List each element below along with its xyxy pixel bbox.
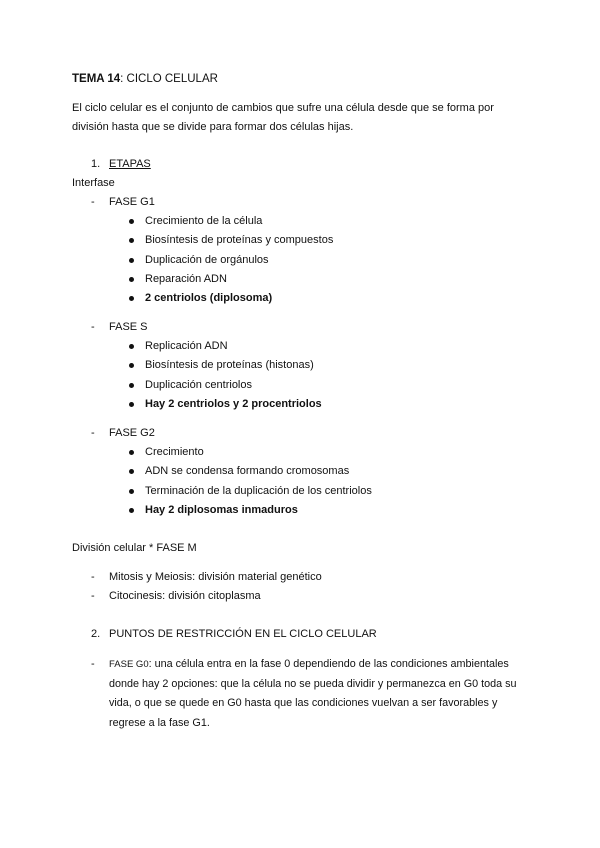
section-number: 2. <box>91 628 101 640</box>
bullet <box>129 450 134 455</box>
list-item: Biosíntesis de proteínas y compuestos <box>145 234 334 246</box>
list-item: ADN se condensa formando cromosomas <box>145 465 350 477</box>
list-item: Biosíntesis de proteínas (histonas) <box>145 359 314 371</box>
phase-label: FASE S <box>109 321 148 333</box>
intro-line: El ciclo celular es el conjunto de cambios que sufre una célula desde que se forma por <box>72 102 494 114</box>
bullet <box>129 489 134 494</box>
bullet <box>129 508 134 513</box>
phase-label: FASE G1 <box>109 196 155 208</box>
dash-marker: - <box>91 321 95 333</box>
bullet <box>129 277 134 282</box>
list-item: Terminación de la duplicación de los centriolos <box>145 485 372 497</box>
dash-marker: - <box>91 658 95 670</box>
phase-label: FASE G2 <box>109 427 155 439</box>
bullet <box>129 258 134 263</box>
list-item: Citocinesis: división citoplasma <box>109 590 261 602</box>
paragraph-line: vida, o que se quede en G0 hasta que las condiciones vuelvan a ser favorables y <box>109 697 498 709</box>
list-item: 2 centriolos (diplosoma) <box>145 292 273 304</box>
subheading-interfase: Interfase <box>72 177 115 189</box>
list-item: Duplicación de orgánulos <box>145 254 269 266</box>
dash-marker: - <box>91 571 95 583</box>
section-number: 1. <box>91 158 101 170</box>
dash-marker: - <box>91 427 95 439</box>
section-heading: PUNTOS DE RESTRICCIÓN EN EL CICLO CELULAR <box>109 628 377 640</box>
list-item: Mitosis y Meiosis: división material genético <box>109 571 322 583</box>
list-item: Crecimiento <box>145 446 204 458</box>
list-item: Reparación ADN <box>145 273 227 285</box>
bullet <box>129 219 134 224</box>
bullet <box>129 296 134 301</box>
title-label: TEMA 14 <box>72 73 121 85</box>
bullet <box>129 469 134 474</box>
bullet <box>129 383 134 388</box>
list-item: Duplicación centriolos <box>145 379 252 391</box>
title-text: : CICLO CELULAR <box>120 73 218 85</box>
bullet <box>129 238 134 243</box>
paragraph-line: donde hay 2 opciones: que la célula no se pueda dividir y permanezca en G0 toda su <box>109 678 517 690</box>
g0-label: FASE G0 <box>109 659 149 670</box>
section-heading: ETAPAS <box>109 158 151 170</box>
intro-line: división hasta que se divide para formar dos células hijas. <box>72 121 354 133</box>
bullet <box>129 363 134 368</box>
bullet <box>129 344 134 349</box>
paragraph-line <box>109 657 509 672</box>
paragraph-line: regrese a la fase G1. <box>109 717 210 729</box>
subheading-division: División celular * FASE M <box>72 542 197 554</box>
dash-marker: - <box>91 196 95 208</box>
list-item: Hay 2 diplosomas inmaduros <box>145 504 298 516</box>
list-item: Replicación ADN <box>145 340 228 352</box>
list-item: Crecimiento de la célula <box>145 215 263 227</box>
list-item: Hay 2 centriolos y 2 procentriolos <box>145 398 322 410</box>
dash-marker: - <box>91 590 95 602</box>
bullet <box>129 402 134 407</box>
page-title <box>72 72 218 86</box>
g0-text: : una célula entra en la fase 0 dependiendo de las condiciones ambientales <box>148 658 509 670</box>
